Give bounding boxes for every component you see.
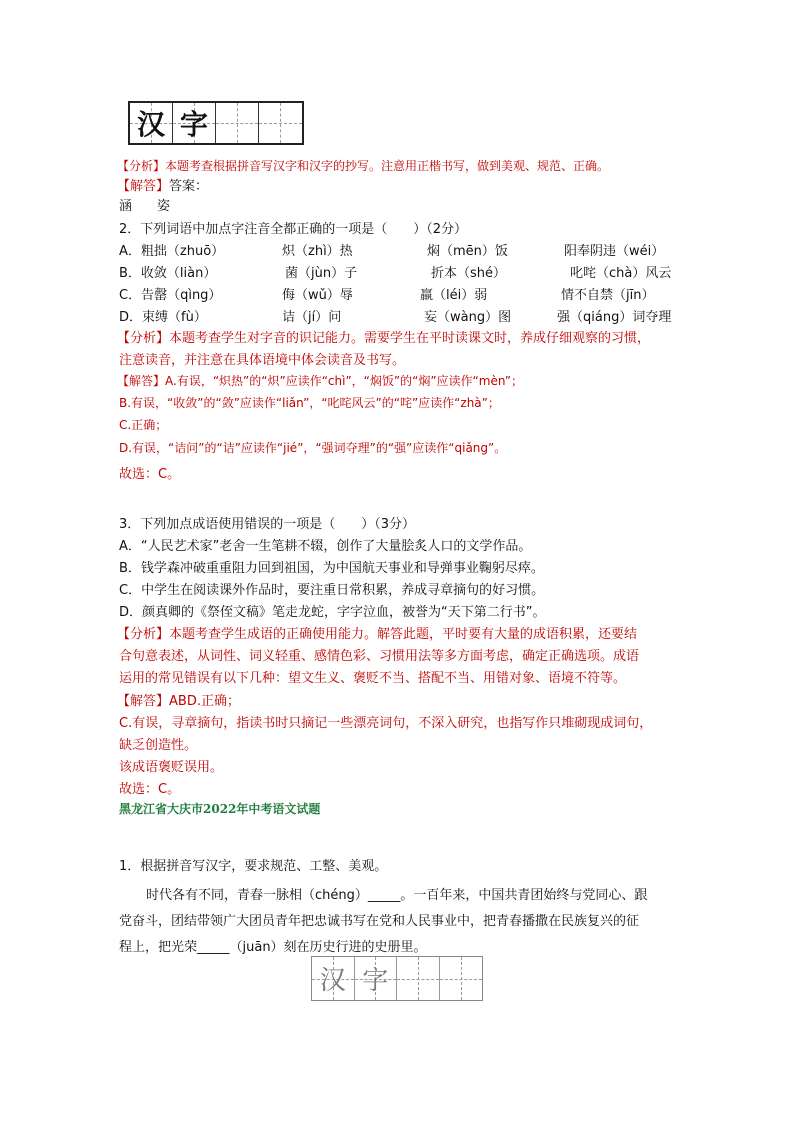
- q2-answer-d: D.有误，“诘问”的“诘”应读作“jié”，“强词夺理”的“强”应读作“qiǎng”。: [119, 441, 507, 455]
- grid-cell: [355, 957, 398, 1000]
- q3-choice: 故选：C。: [119, 782, 181, 797]
- q3-option-b: B．钱学森冲破重重阻力回到祖国，为中国航天事业和导弹事业鞠躬尽瘁。: [119, 561, 544, 576]
- q2-option-a-1: A．粗拙（zhuō）: [119, 244, 225, 259]
- q3-answer-line-3: 缺乏创造性。: [119, 738, 198, 753]
- q2-option-a-4: 阳奉阴违（wéi）: [564, 244, 665, 259]
- new-q1-para-line-3: 程上，把光荣_____（juān）刻在历史行进的史册里。: [119, 940, 427, 955]
- q1-analysis: [117, 157, 609, 174]
- q2-option-d-3: 妄（wàng）图: [424, 310, 512, 325]
- q2-analysis-line-2: 注意读音，并注意在具体语境中体会读音及书写。: [119, 353, 406, 368]
- grid-cell: [440, 957, 483, 1000]
- grid-char: 汉: [136, 108, 165, 141]
- q3-option-d: D．颜真卿的《祭侄文稿》笔走龙蛇，字字泣血，被誉为“天下第二行书”。: [119, 605, 546, 620]
- answer-tag: 【解答】: [117, 179, 170, 194]
- q3-option-c: C．中学生在阅读课外作品时，要注重日常积累，养成寻章摘句的好习惯。: [119, 583, 545, 598]
- q3-answer-line-2: C.有误，寻章摘句，指读书时只摘记一些漂亮词句，不深入研究，也指写作只堆砌现成词句，: [119, 716, 653, 731]
- q3-answer-line-4: 该成语褒贬误用。: [119, 760, 224, 775]
- analysis-tag: 【分析】: [117, 627, 170, 642]
- grid-cell: [130, 103, 173, 143]
- q3-analysis-line-3: 运用的常见错误有以下几种：望文生义、褒贬不当、搭配不当、用错对象、语境不符等。: [119, 671, 627, 686]
- q3-option-a: A．“人民艺术家”老舍一生笔耕不辍，创作了大量脍炙人口的文学作品。: [119, 539, 532, 554]
- grid-cell: [216, 103, 259, 143]
- analysis-text: 本题考查学生成语的正确使用能力。解答此题，平时要有大量的成语积累，还要结: [169, 627, 638, 642]
- q2-choice: 故选：C。: [119, 467, 181, 482]
- q1-answer-chars: 涵 姿: [119, 199, 177, 214]
- q2-option-b-3: 折本（shé）: [431, 266, 507, 281]
- new-q1-stem: 1．根据拼音写汉字，要求规范、工整、美观。: [119, 859, 388, 874]
- grid-char: 字: [179, 108, 208, 141]
- answer-tag: 【解答】: [117, 374, 166, 388]
- q3-answer-line-1: [117, 690, 240, 709]
- q1-answer: [117, 175, 208, 194]
- grid-char: 汉: [319, 966, 346, 996]
- q2-analysis-line-1: [117, 327, 650, 346]
- q2-option-d-1: D．束缚（fù）: [119, 310, 207, 325]
- analysis-tag: 【分析】: [117, 331, 170, 346]
- q2-answer-b: B.有误，“收敛”的“敛”应读作“liǎn”，“叱咤风云”的“咤”应读作“zhà”；: [119, 396, 500, 410]
- q2-option-d-2: 诘（jí）问: [282, 310, 342, 325]
- q3-analysis-line-1: [117, 623, 637, 642]
- q2-option-c-2: 侮（wǔ）辱: [282, 288, 353, 303]
- grid-cell: [173, 103, 216, 143]
- q2-option-a-2: 炽（zhì）热: [282, 244, 353, 259]
- q2-option-a-3: 焖（mēn）饭: [427, 244, 508, 259]
- q3-stem: 3．下列加点成语使用错误的一项是（ ）（3分）: [119, 517, 416, 532]
- grid-char: [440, 957, 483, 1000]
- q2-option-b-1: B．收敛（liàn）: [119, 266, 217, 281]
- answer-text: 答案：: [169, 179, 209, 194]
- grid-char: [259, 103, 302, 143]
- q2-answer-c: C.正确；: [119, 418, 168, 432]
- new-q1-para-line-1: 时代各有不同，青春一脉相（chéng）_____。一百年来，中国共青团始终与党同心、跟: [146, 888, 648, 903]
- answer-text: ABD.正确；: [169, 694, 240, 709]
- answer-text: A.有误，“炽热”的“炽”应读作“chì”，“焖饭”的“焖”应读作“mèn”；: [165, 374, 523, 388]
- q2-option-b-4: 叱咤（chà）风云: [570, 266, 672, 281]
- q2-option-c-1: C．告罄（qìng）: [119, 288, 222, 303]
- copybook-grid-bottom: [311, 956, 483, 1001]
- grid-char: [397, 957, 439, 1000]
- q2-option-b-2: 菌（jùn）子: [285, 266, 358, 281]
- analysis-tag: 【分析】: [117, 159, 166, 173]
- grid-cell: [312, 957, 355, 1000]
- grid-cell: [397, 957, 440, 1000]
- q2-option-d-4: 强（qiáng）词夺理: [557, 310, 672, 325]
- q2-option-c-3: 羸（léi）弱: [420, 288, 488, 303]
- section-title: 黑龙江省大庆市2022年中考语文试题: [119, 802, 321, 816]
- copybook-grid-top: [128, 101, 304, 145]
- q2-answer-a: [117, 372, 523, 389]
- analysis-text: 本题考查学生对字音的识记能力。需要学生在平时读课文时，养成仔细观察的习惯，: [169, 331, 651, 346]
- grid-cell: [259, 103, 302, 143]
- grid-char: [216, 103, 258, 143]
- q2-stem: 2．下列词语中加点字注音全都正确的一项是（ ）（2分）: [119, 222, 468, 237]
- answer-tag: 【解答】: [117, 694, 170, 709]
- new-q1-para-line-2: 党奋斗，团结带领广大团员青年把忠诚书写在党和人民事业中，把青春播撒在民族复兴的征: [119, 914, 640, 929]
- analysis-text: 本题考查根据拼音写汉字和汉字的抄写。注意用正楷书写，做到美观、规范、正确。: [165, 159, 610, 173]
- q2-option-c-4: 情不自禁（jīn）: [561, 288, 655, 303]
- grid-char: 字: [362, 966, 389, 996]
- q3-analysis-line-2: 合句意表述，从词性、词义轻重、感情色彩、习惯用法等多方面考虑，确定正确选项。成语: [119, 649, 640, 664]
